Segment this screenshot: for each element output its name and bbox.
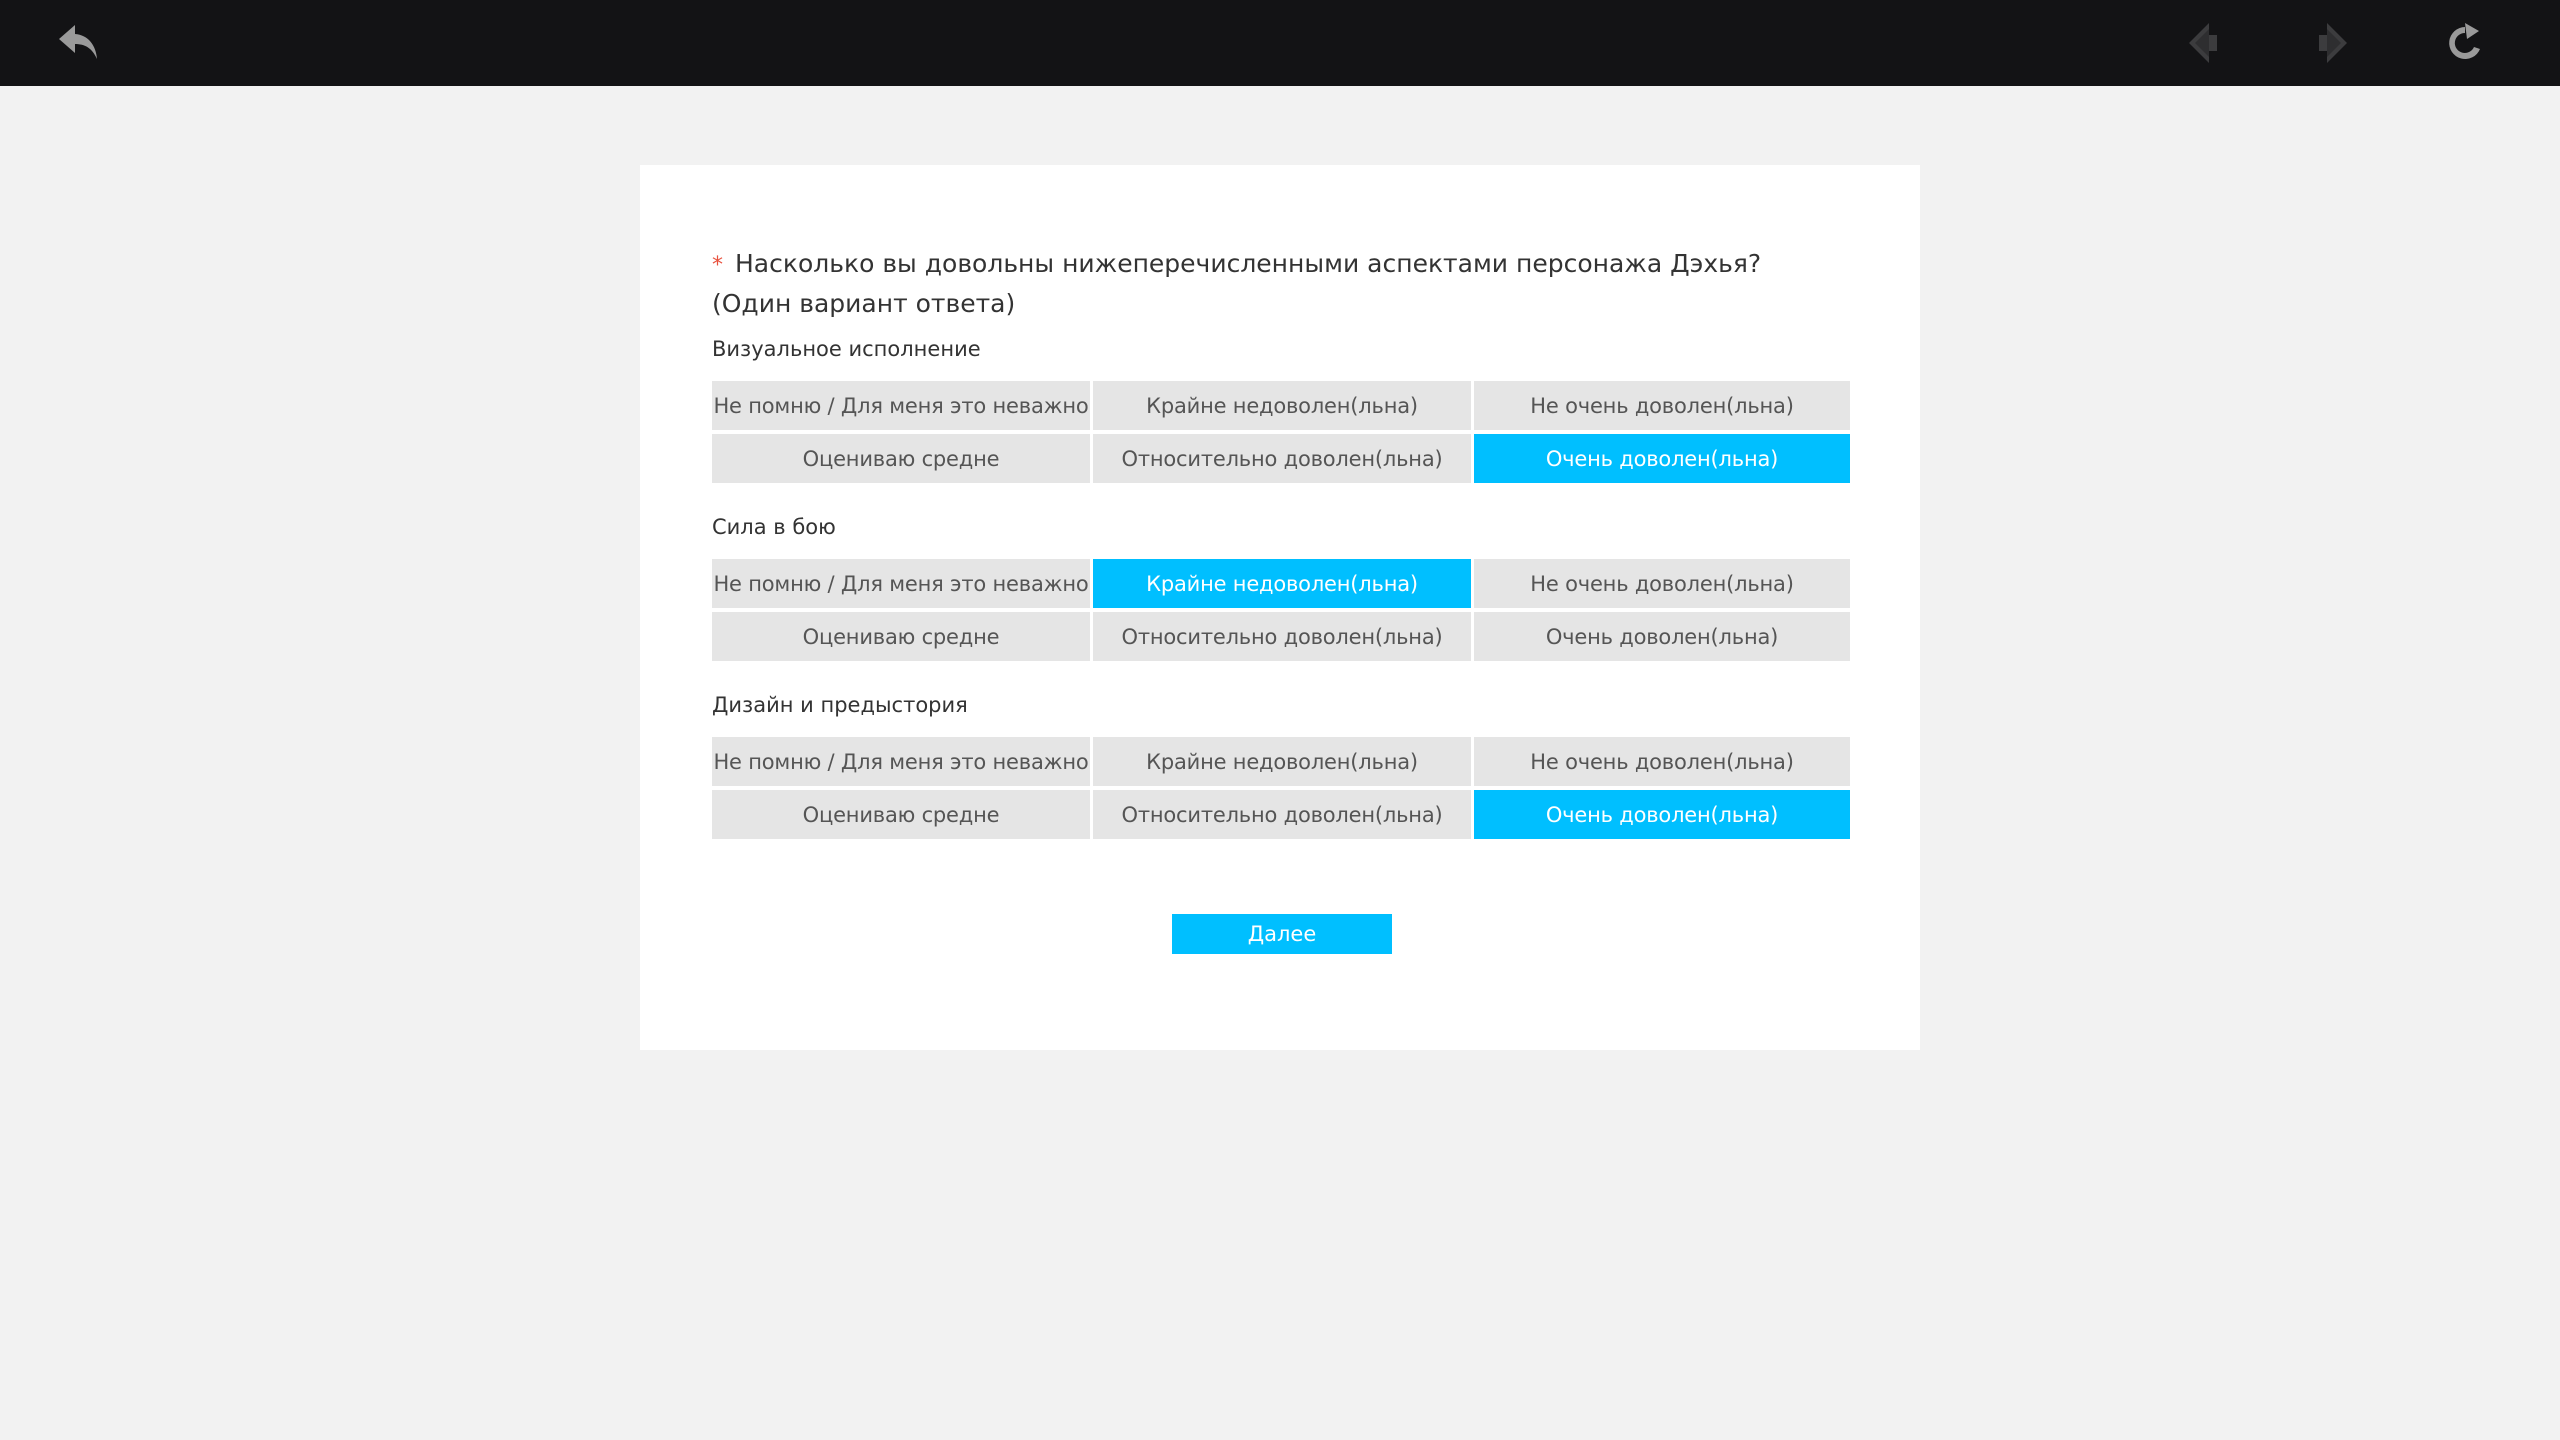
option-visual-average[interactable]: Оцениваю средне <box>712 434 1090 483</box>
reload-button[interactable] <box>2422 0 2508 86</box>
option-visual-not-very-satisfied[interactable]: Не очень доволен(льна) <box>1474 381 1850 430</box>
option-design-not-very-satisfied[interactable]: Не очень доволен(льна) <box>1474 737 1850 786</box>
back-button[interactable] <box>36 0 122 86</box>
prev-page-button[interactable] <box>2160 0 2246 86</box>
option-visual-fairly-satisfied[interactable]: Относительно доволен(льна) <box>1093 434 1471 483</box>
option-visual-very-dissatisfied[interactable]: Крайне недоволен(льна) <box>1093 381 1471 430</box>
top-toolbar <box>0 0 2560 86</box>
option-combat-not-very-satisfied[interactable]: Не очень доволен(льна) <box>1474 559 1850 608</box>
option-combat-fairly-satisfied[interactable]: Относительно доволен(льна) <box>1093 612 1471 661</box>
option-grid-combat <box>712 559 1848 661</box>
reload-icon <box>2443 21 2487 65</box>
option-combat-very-dissatisfied[interactable]: Крайне недоволен(льна) <box>1093 559 1471 608</box>
survey-card <box>640 165 1920 1050</box>
option-combat-dont-remember[interactable]: Не помню / Для меня это неважно <box>712 559 1090 608</box>
next-button[interactable]: Далее <box>1172 914 1392 954</box>
next-page-button[interactable] <box>2290 0 2376 86</box>
option-design-average[interactable]: Оцениваю средне <box>712 790 1090 839</box>
group-label-combat: Сила в бою <box>712 515 836 539</box>
question-title <box>712 245 1848 323</box>
option-grid-design <box>712 737 1848 839</box>
option-design-very-satisfied[interactable]: Очень доволен(льна) <box>1474 790 1850 839</box>
required-mark: * <box>712 253 723 278</box>
option-visual-very-satisfied[interactable]: Очень доволен(льна) <box>1474 434 1850 483</box>
prev-arrow-icon <box>2183 19 2223 67</box>
option-combat-average[interactable]: Оцениваю средне <box>712 612 1090 661</box>
survey-content <box>712 165 1848 954</box>
option-combat-very-satisfied[interactable]: Очень доволен(льна) <box>1474 612 1850 661</box>
next-button-wrap <box>712 914 1848 954</box>
next-arrow-icon <box>2313 19 2353 67</box>
option-grid-visual <box>712 381 1848 483</box>
option-design-very-dissatisfied[interactable]: Крайне недоволен(льна) <box>1093 737 1471 786</box>
option-design-fairly-satisfied[interactable]: Относительно доволен(льна) <box>1093 790 1471 839</box>
question-text: Насколько вы довольны нижеперечисленными аспектами персонажа Дэхья? (Один вариант ответа) <box>712 249 1762 318</box>
group-label-visual: Визуальное исполнение <box>712 337 981 361</box>
option-design-dont-remember[interactable]: Не помню / Для меня это неважно <box>712 737 1090 786</box>
group-label-design: Дизайн и предыстория <box>712 693 968 717</box>
option-visual-dont-remember[interactable]: Не помню / Для меня это неважно <box>712 381 1090 430</box>
back-arrow-icon <box>55 21 103 65</box>
